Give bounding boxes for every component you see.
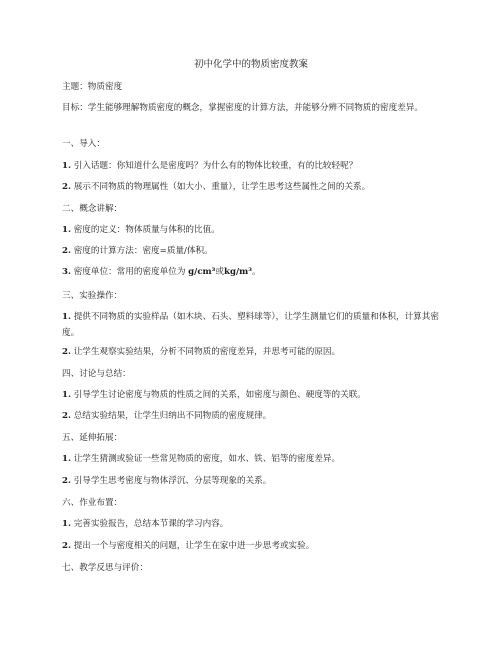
item-text: 密度的定义：物体质量与体积的比值。: [70, 225, 220, 235]
list-item: [62, 346, 442, 358]
item-number: 2.: [62, 182, 71, 192]
item-text: 密度单位：常用的密度单位为: [70, 267, 189, 277]
section-heading: 五、延伸拓展：: [62, 433, 123, 443]
item-text: 密度的计算方法：密度=质量/体积。: [70, 246, 213, 256]
item-number: 1.: [62, 312, 71, 322]
list-item: [62, 410, 442, 422]
list-item: [62, 181, 442, 193]
list-item: [62, 224, 442, 236]
list-item: [62, 160, 442, 172]
density-unit: kg/m³: [224, 267, 252, 277]
item-text: 展示不同物质的物理属性（如大小、重量），让学生思考这些属性之间的关系。: [70, 182, 371, 192]
item-text: 或: [215, 267, 225, 277]
item-text: 引导学生讨论密度与物质的性质之间的关系，如密度与颜色、硬度等的关联。: [70, 390, 366, 400]
item-number: 3.: [62, 267, 71, 277]
item-text: 让学生观察实验结果，分析不同物质的密度差异，并思考可能的原因。: [70, 347, 341, 357]
item-text: 提供不同物质的实验样品（如木块、石头、塑料球等），让学生测量它们的质量和体积，计算其密度。: [62, 312, 439, 338]
item-number: 2.: [62, 347, 71, 357]
section-heading: 六、作业布置：: [62, 498, 123, 508]
list-item: [62, 475, 442, 487]
list-item: [62, 266, 442, 278]
item-number: 1.: [62, 454, 71, 464]
section-heading: 二、概念讲解：: [62, 204, 123, 214]
list-item: [62, 518, 442, 530]
item-text: 引导学生思考密度与物体浮沉、分层等现象的关系。: [70, 476, 272, 486]
item-text: 引入话题：你知道什么是密度吗？为什么有的物体比较重，有的比较轻呢？: [70, 161, 358, 171]
list-item: [62, 245, 442, 257]
item-number: 1.: [62, 390, 71, 400]
section-heading: 四、讨论与总结：: [62, 369, 131, 379]
section-heading: 一、导入：: [62, 139, 105, 149]
list-item: [62, 540, 442, 552]
item-number: 2.: [62, 476, 71, 486]
item-text: 提出一个与密度相关的问题，让学生在家中进一步思考或实验。: [70, 541, 315, 551]
item-number: 1.: [62, 225, 71, 235]
list-item: [62, 389, 442, 401]
item-number: 2.: [62, 246, 71, 256]
section-heading: 七、教学反思与评价：: [62, 563, 148, 573]
list-item: [62, 453, 442, 465]
density-unit: g/cm³: [188, 267, 216, 277]
item-text: 总结实验结果，让学生归纳出不同物质的密度规律。: [70, 411, 272, 421]
document-title: 初中化学中的物质密度教案: [193, 59, 308, 70]
item-number: 1.: [62, 519, 71, 529]
list-item: [62, 309, 442, 341]
item-text: 。: [252, 267, 261, 277]
item-text: 让学生猜测或验证一些常见物质的密度，如水、铁、铝等的密度差异。: [70, 454, 341, 464]
item-number: 2.: [62, 541, 71, 551]
item-number: 1.: [62, 161, 71, 171]
topic-line: 主题：物质密度: [62, 82, 123, 92]
item-text: 完善实验报告，总结本节课的学习内容。: [70, 519, 229, 529]
goal-paragraph: 目标：学生能够理解物质密度的概念，掌握密度的计算方法，并能够分辨不同物质的密度差异。: [62, 103, 423, 113]
item-number: 2.: [62, 411, 71, 421]
section-heading: 三、实验操作：: [62, 291, 123, 301]
